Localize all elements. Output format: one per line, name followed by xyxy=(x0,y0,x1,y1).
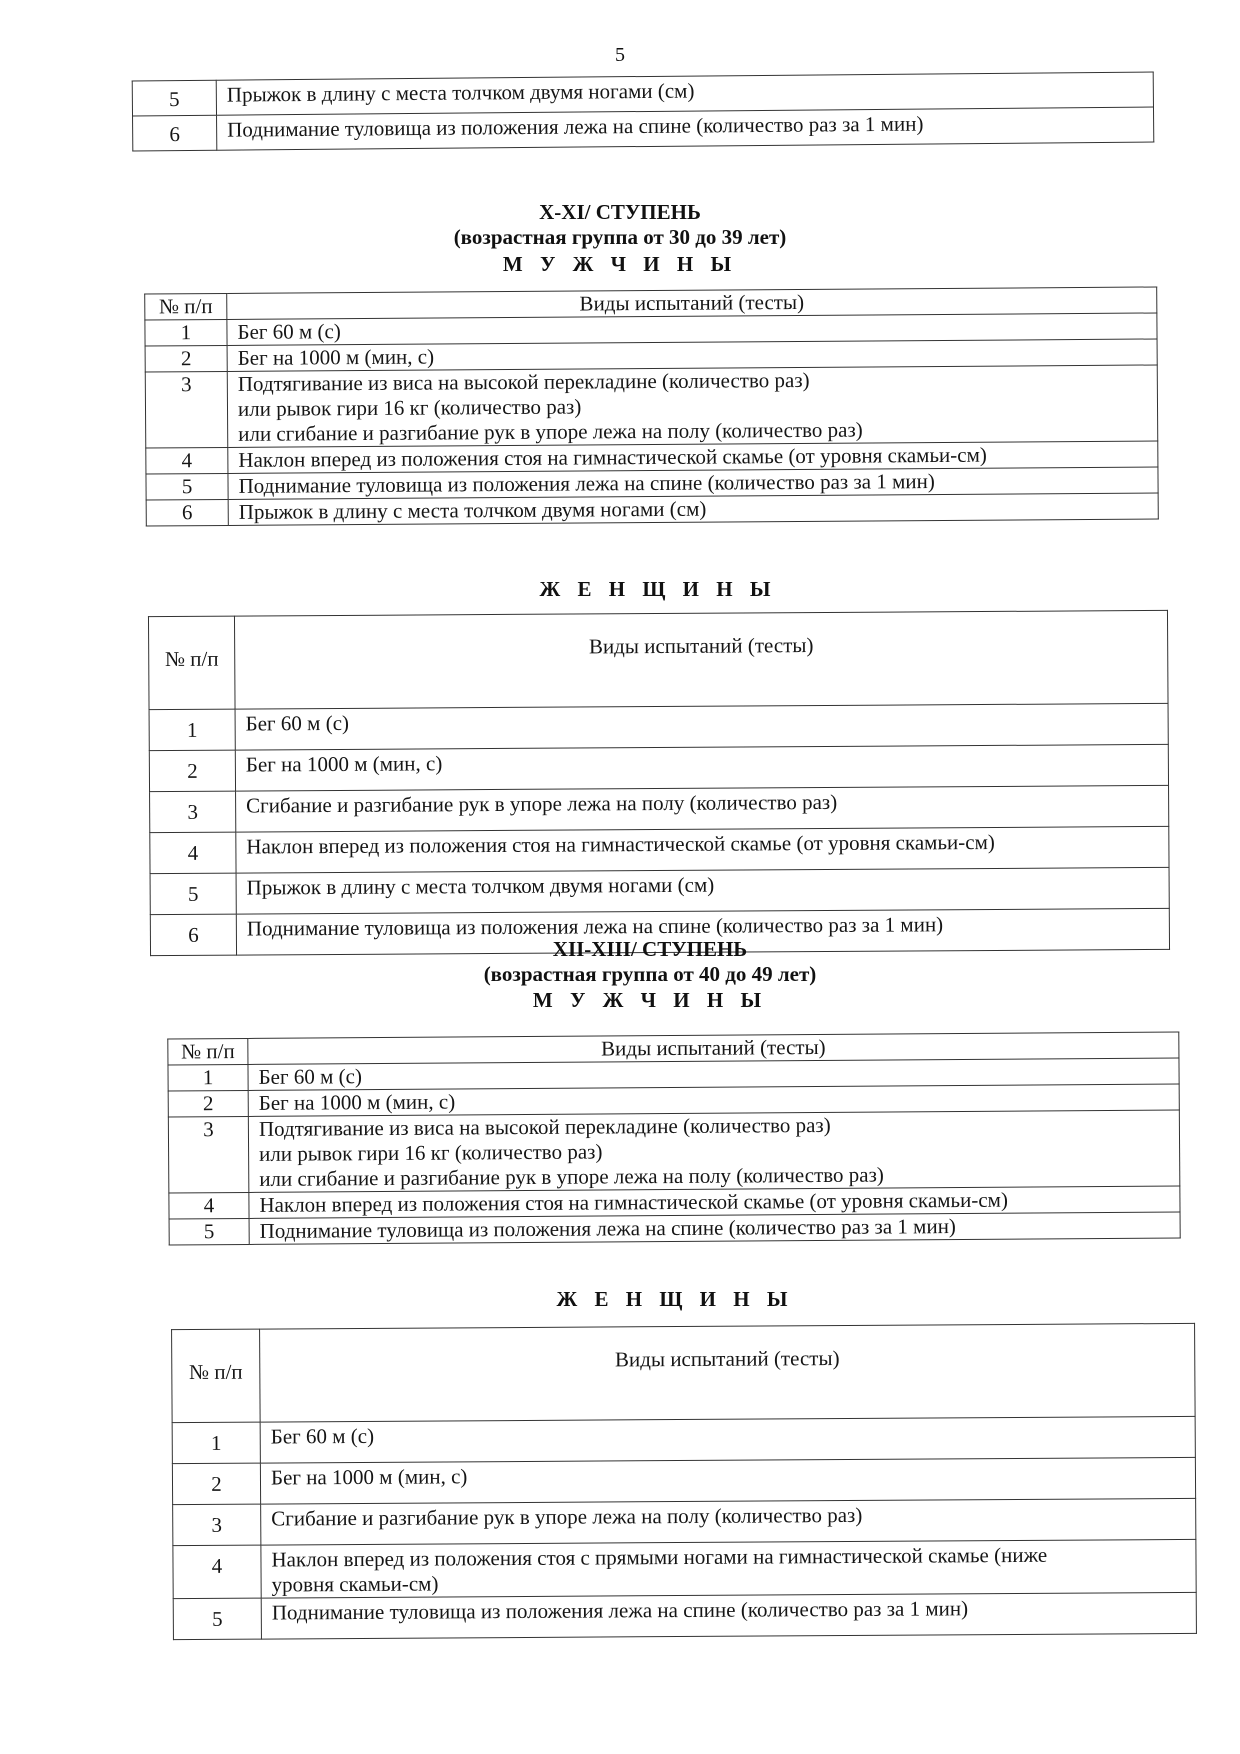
stage-xii-xiii-women-heading: Ж Е Н Щ И Н Ы xyxy=(556,1287,794,1311)
table-row xyxy=(173,1498,1196,1545)
test-line: Прыжок в длину с места толчком двумя ногами (см) xyxy=(246,872,715,900)
stage-xii-xiii-women-table-block xyxy=(171,1323,1197,1640)
test-line: уровня скамьи-см) xyxy=(271,1571,439,1597)
row-number: 3 xyxy=(173,1504,261,1546)
test-line: Прыжок в длину с места толчком двумя ногами (см) xyxy=(238,496,707,524)
test-line: Подтягивание из виса на высокой перекладине (количество раз) xyxy=(237,367,810,396)
column-header-number: № п/п xyxy=(148,616,235,710)
stage-xii-xiii-age-group: (возрастная группа от 40 до 49 лет) xyxy=(483,962,817,986)
stage-xii-xiii-men-heading: М У Ж Ч И Н Ы xyxy=(532,988,768,1012)
stage-xii-xiii-men-table-block xyxy=(167,1031,1180,1245)
row-number: 4 xyxy=(146,447,228,474)
row-number: 5 xyxy=(173,1598,261,1640)
table-row xyxy=(173,1539,1196,1598)
row-number: 6 xyxy=(146,499,228,526)
row-number: 4 xyxy=(173,1545,261,1599)
row-number: 5 xyxy=(150,873,236,915)
stage-x-xi-women-heading: Ж Е Н Щ И Н Ы xyxy=(539,577,777,601)
stage-xii-xiii-women-table xyxy=(171,1323,1197,1640)
test-name xyxy=(236,785,1169,832)
stage-x-xi-men-table xyxy=(144,286,1159,526)
row-number: 2 xyxy=(145,345,227,372)
table-row xyxy=(133,107,1154,151)
test-name xyxy=(261,1592,1196,1639)
stage-x-xi-women-table xyxy=(148,610,1170,956)
test-line: Бег 60 м (с) xyxy=(258,1064,362,1089)
row-number: 1 xyxy=(172,1422,260,1464)
test-name xyxy=(248,1110,1180,1192)
column-header-number: № п/п xyxy=(172,1329,261,1423)
row-number: 4 xyxy=(150,832,236,874)
stage-x-xi-title: X-XI/ СТУПЕНЬ xyxy=(539,200,701,224)
table-row xyxy=(150,785,1169,832)
test-line: Подтягивание из виса на высокой перекладине (количество раз) xyxy=(258,1112,831,1141)
column-header-tests: Виды испытаний (тесты) xyxy=(234,610,1168,709)
test-line: Наклон вперед из положения стоя на гимнастической скамье (от уровня скамьи-см) xyxy=(259,1187,1009,1217)
row-number: 5 xyxy=(146,473,228,500)
test-name xyxy=(260,1457,1195,1504)
test-name xyxy=(261,1498,1196,1545)
test-line: Бег на 1000 м (мин, с) xyxy=(237,344,435,370)
test-line: Поднимание туловища из положения лежа на спине (количество раз за 1 мин) xyxy=(259,1214,956,1243)
test-line: Бег 60 м (с) xyxy=(237,319,341,344)
stage-x-xi-men-table-block xyxy=(144,286,1159,526)
test-line: или сгибание и разгибание рук в упоре лежа на полу (количество раз) xyxy=(259,1162,884,1191)
column-header-number: № п/п xyxy=(145,293,227,320)
table-header-row xyxy=(172,1323,1196,1422)
column-header-tests: Виды испытаний (тесты) xyxy=(248,1032,1179,1064)
table-row xyxy=(168,1110,1180,1193)
test-line: Поднимание туловища из положения лежа на спине (количество раз за 1 мин) xyxy=(246,912,944,941)
row-number: 1 xyxy=(168,1064,248,1091)
test-line: Поднимание туловища из положения лежа на спине (количество раз за 1 мин) xyxy=(271,1596,969,1625)
table-row xyxy=(173,1592,1196,1639)
test-line: Наклон вперед из положения стоя на гимнастической скамье (от уровня скамьи-см) xyxy=(246,829,995,859)
stage-xii-xiii-title: XII-XIII/ СТУПЕНЬ xyxy=(552,937,748,961)
column-header-tests: Виды испытаний (тесты) xyxy=(260,1323,1196,1422)
table-row xyxy=(150,826,1169,873)
table-row xyxy=(149,744,1168,791)
test-name xyxy=(261,1539,1196,1598)
row-number: 5 xyxy=(132,80,216,116)
table-row xyxy=(172,1457,1195,1504)
test-name xyxy=(235,744,1168,791)
test-name xyxy=(236,826,1169,873)
test-line: Бег 60 м (с) xyxy=(245,710,350,736)
row-number: 1 xyxy=(149,709,235,751)
test-line: Поднимание туловища из положения лежа на спине (количество раз за 1 мин) xyxy=(238,469,935,498)
stage-x-xi-men-heading: М У Ж Ч И Н Ы xyxy=(502,252,738,276)
column-header-number: № п/п xyxy=(168,1038,248,1065)
test-line: Бег 60 м (с) xyxy=(270,1423,375,1449)
row-number: 5 xyxy=(169,1218,249,1245)
test-name xyxy=(260,1416,1195,1463)
row-number: 3 xyxy=(168,1116,249,1193)
table-row xyxy=(149,703,1168,750)
test-name: Прыжок в длину с места толчком двумя ногами (см) xyxy=(216,72,1153,115)
table-header-row xyxy=(148,610,1168,709)
continuation-table xyxy=(132,72,1155,152)
test-line: Наклон вперед из положения стоя на гимнастической скамье (от уровня скамьи-см) xyxy=(238,442,987,472)
test-name xyxy=(227,365,1158,447)
test-line: Бег на 1000 м (мин, с) xyxy=(245,751,443,777)
test-line: Бег на 1000 м (мин, с) xyxy=(270,1464,468,1490)
page-number: 5 xyxy=(615,44,625,66)
continuation-table-block xyxy=(132,72,1155,152)
row-number: 6 xyxy=(150,914,236,956)
column-header-tests: Виды испытаний (тесты) xyxy=(227,287,1157,319)
table-row xyxy=(172,1416,1195,1463)
row-number: 2 xyxy=(172,1463,260,1505)
stage-xii-xiii-men-table xyxy=(167,1031,1180,1245)
stage-x-xi-women-table-block xyxy=(148,610,1170,956)
row-number: 6 xyxy=(133,115,217,151)
row-number: 3 xyxy=(150,791,236,833)
test-line: Сгибание и разгибание рук в упоре лежа на полу (количество раз) xyxy=(246,789,838,818)
test-line: или рывок гири 16 кг (количество раз) xyxy=(237,394,582,421)
row-number: 3 xyxy=(145,371,228,448)
test-line: Бег на 1000 м (мин, с) xyxy=(258,1089,456,1115)
test-name xyxy=(235,703,1168,750)
test-line: или рывок гири 16 кг (количество раз) xyxy=(259,1139,603,1166)
row-number: 2 xyxy=(168,1090,248,1117)
test-name xyxy=(236,867,1169,914)
stage-x-xi-age-group: (возрастная группа от 30 до 39 лет) xyxy=(453,225,787,249)
test-line: Сгибание и разгибание рук в упоре лежа на полу (количество раз) xyxy=(271,1502,863,1531)
row-number: 1 xyxy=(145,319,227,346)
table-row xyxy=(150,867,1169,914)
row-number: 2 xyxy=(149,750,235,792)
table-row xyxy=(145,365,1158,448)
row-number: 4 xyxy=(169,1192,249,1219)
test-name: Поднимание туловища из положения лежа на спине (количество раз за 1 мин) xyxy=(217,107,1154,150)
test-line: Наклон вперед из положения стоя с прямыми ногами на гимнастической скамье (ниже xyxy=(271,1542,1048,1572)
test-line: или сгибание и разгибание рук в упоре лежа на полу (количество раз) xyxy=(238,417,863,446)
